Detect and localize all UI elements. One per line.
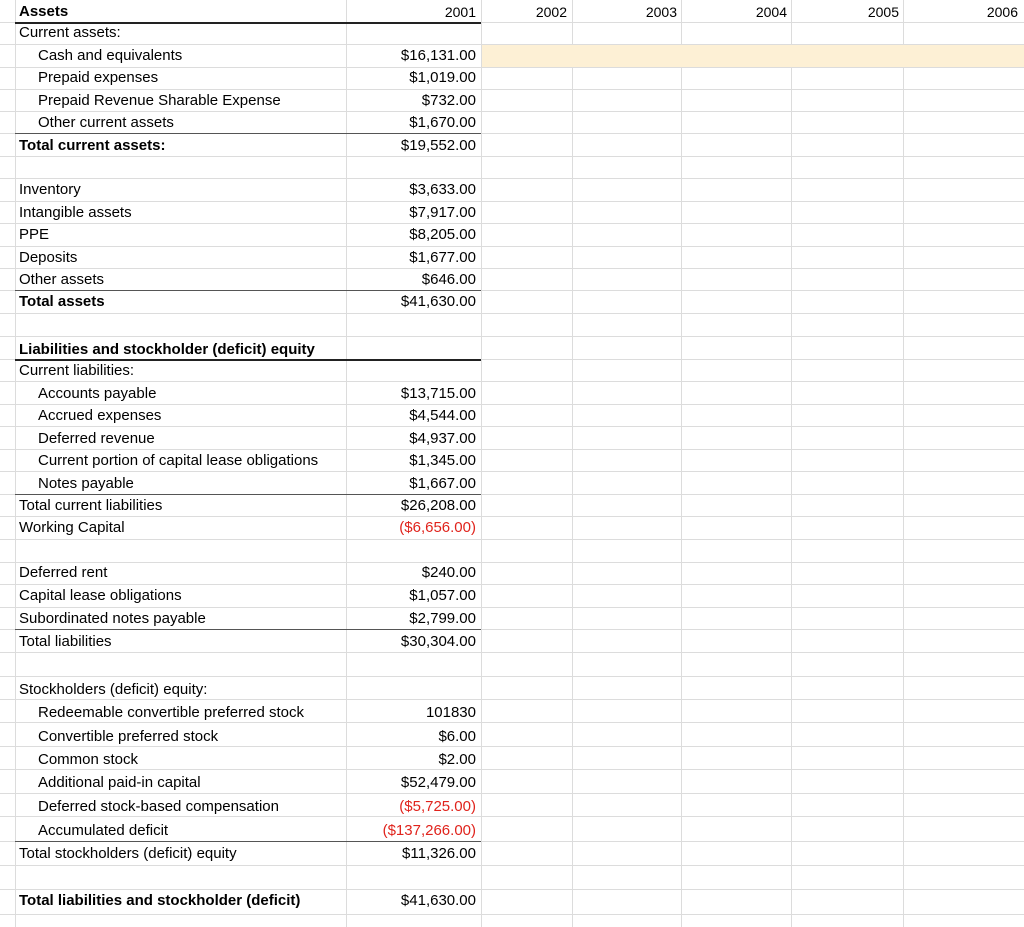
row-label: Current portion of capital lease obligations: [38, 452, 319, 469]
row-gridline: [0, 865, 1024, 866]
row-gridline: [0, 201, 1024, 202]
row-label: Accounts payable: [38, 385, 157, 402]
row-label: Current liabilities:: [19, 362, 135, 379]
row-gridline: [0, 914, 1024, 915]
liabilities-header: Liabilities and stockholder (deficit) equity: [19, 341, 315, 358]
row-label: Total assets: [19, 293, 105, 310]
row-label: Intangible assets: [19, 204, 132, 221]
row-label: Inventory: [19, 181, 81, 198]
row-label: Total current assets:: [19, 137, 166, 154]
row-gridline: [0, 223, 1024, 224]
col-divider: [15, 0, 16, 927]
row-label: Prepaid expenses: [38, 69, 159, 86]
row-value-negative[interactable]: ($6,656.00): [399, 519, 476, 536]
subtotal-rule: [15, 290, 481, 291]
highlighted-cells[interactable]: [482, 45, 1024, 67]
row-label: Notes payable: [38, 475, 134, 492]
row-value[interactable]: $19,552.00: [400, 137, 476, 154]
col-divider: [681, 0, 682, 927]
row-gridline: [0, 449, 1024, 450]
row-gridline: [0, 584, 1024, 585]
row-value[interactable]: $732.00: [421, 92, 476, 109]
row-label: PPE: [19, 226, 50, 243]
row-gridline: [0, 676, 1024, 677]
row-label: Additional paid-in capital: [38, 774, 201, 791]
section-rule: [15, 359, 481, 361]
row-label: Other current assets: [38, 114, 174, 131]
row-value[interactable]: $1,019.00: [409, 69, 476, 86]
row-gridline: [0, 246, 1024, 247]
row-label: Capital lease obligations: [19, 587, 182, 604]
row-value[interactable]: $13,715.00: [400, 385, 476, 402]
row-label: Total liabilities and stockholder (deficit): [19, 892, 301, 909]
subtotal-rule: [15, 494, 481, 495]
row-gridline: [0, 156, 1024, 157]
row-value[interactable]: $1,345.00: [409, 452, 476, 469]
row-label: Common stock: [38, 751, 139, 768]
row-value[interactable]: $240.00: [421, 564, 476, 581]
row-gridline: [0, 404, 1024, 405]
row-value[interactable]: $1,677.00: [409, 249, 476, 266]
col-divider: [481, 0, 482, 927]
row-label: Working Capital: [19, 519, 125, 536]
col-divider: [791, 0, 792, 927]
row-gridline: [0, 178, 1024, 179]
row-label: Convertible preferred stock: [38, 728, 219, 745]
col-divider: [572, 0, 573, 927]
row-value[interactable]: $11,326.00: [402, 845, 476, 862]
row-value[interactable]: $41,630.00: [400, 892, 476, 909]
row-value[interactable]: 101830: [425, 704, 476, 721]
row-gridline: [0, 516, 1024, 517]
row-value[interactable]: $6.00: [438, 728, 476, 745]
row-label: Stockholders (deficit) equity:: [19, 681, 208, 698]
subtotal-rule: [15, 841, 481, 842]
row-gridline: [0, 699, 1024, 700]
row-gridline: [0, 889, 1024, 890]
row-value[interactable]: $30,304.00: [400, 633, 476, 650]
row-label: Accrued expenses: [38, 407, 162, 424]
row-gridline: [0, 268, 1024, 269]
row-gridline: [0, 793, 1024, 794]
row-label: Other assets: [19, 271, 105, 288]
row-gridline: [0, 539, 1024, 540]
row-gridline: [0, 336, 1024, 337]
assets-header: Assets: [19, 3, 69, 20]
row-label: Total stockholders (deficit) equity: [19, 845, 237, 862]
year-2001: 2001: [444, 4, 476, 20]
row-value[interactable]: $26,208.00: [400, 497, 476, 514]
row-label: Deferred rent: [19, 564, 108, 581]
row-value[interactable]: $4,937.00: [409, 430, 476, 447]
col-divider: [903, 0, 904, 927]
subtotal-rule: [15, 133, 481, 134]
row-gridline: [0, 67, 1024, 68]
row-label: Current assets:: [19, 24, 121, 41]
row-value-negative[interactable]: ($137,266.00): [382, 822, 476, 839]
row-value[interactable]: $41,630.00: [400, 293, 476, 310]
row-value[interactable]: $8,205.00: [409, 226, 476, 243]
row-gridline: [0, 816, 1024, 817]
row-gridline: [0, 746, 1024, 747]
row-value[interactable]: $1,057.00: [409, 587, 476, 604]
row-gridline: [0, 769, 1024, 770]
row-label: Prepaid Revenue Sharable Expense: [38, 92, 281, 109]
row-value-negative[interactable]: ($5,725.00): [399, 798, 476, 815]
row-gridline: [0, 89, 1024, 90]
row-gridline: [0, 652, 1024, 653]
row-value[interactable]: $1,670.00: [409, 114, 476, 131]
row-label: Accumulated deficit: [38, 822, 169, 839]
row-gridline: [0, 313, 1024, 314]
year-2006: 2006: [986, 4, 1018, 20]
year-2004: 2004: [755, 4, 787, 20]
row-value[interactable]: $2,799.00: [409, 610, 476, 627]
row-gridline: [0, 562, 1024, 563]
row-gridline: [0, 607, 1024, 608]
row-value[interactable]: $7,917.00: [409, 204, 476, 221]
row-gridline: [0, 381, 1024, 382]
row-label: Deposits: [19, 249, 78, 266]
year-2002: 2002: [535, 4, 567, 20]
row-value[interactable]: $2.00: [438, 751, 476, 768]
year-2003: 2003: [645, 4, 677, 20]
subtotal-rule: [15, 629, 481, 630]
row-label: Total liabilities: [19, 633, 112, 650]
row-value[interactable]: $52,479.00: [400, 774, 476, 791]
row-gridline: [0, 471, 1024, 472]
row-gridline: [0, 722, 1024, 723]
row-gridline: [0, 111, 1024, 112]
row-label: Total current liabilities: [19, 497, 163, 514]
row-value[interactable]: $4,544.00: [409, 407, 476, 424]
row-value[interactable]: $16,131.00: [400, 47, 476, 64]
row-value[interactable]: $3,633.00: [409, 181, 476, 198]
row-gridline: [0, 426, 1024, 427]
row-label: Deferred revenue: [38, 430, 155, 447]
row-label: Redeemable convertible preferred stock: [38, 704, 304, 721]
year-2005: 2005: [867, 4, 899, 20]
row-value[interactable]: $646.00: [421, 271, 476, 288]
row-value[interactable]: $1,667.00: [409, 475, 476, 492]
row-label: Deferred stock-based compensation: [38, 798, 279, 815]
row-label: Cash and equivalents: [38, 47, 183, 64]
row-label: Subordinated notes payable: [19, 610, 206, 627]
